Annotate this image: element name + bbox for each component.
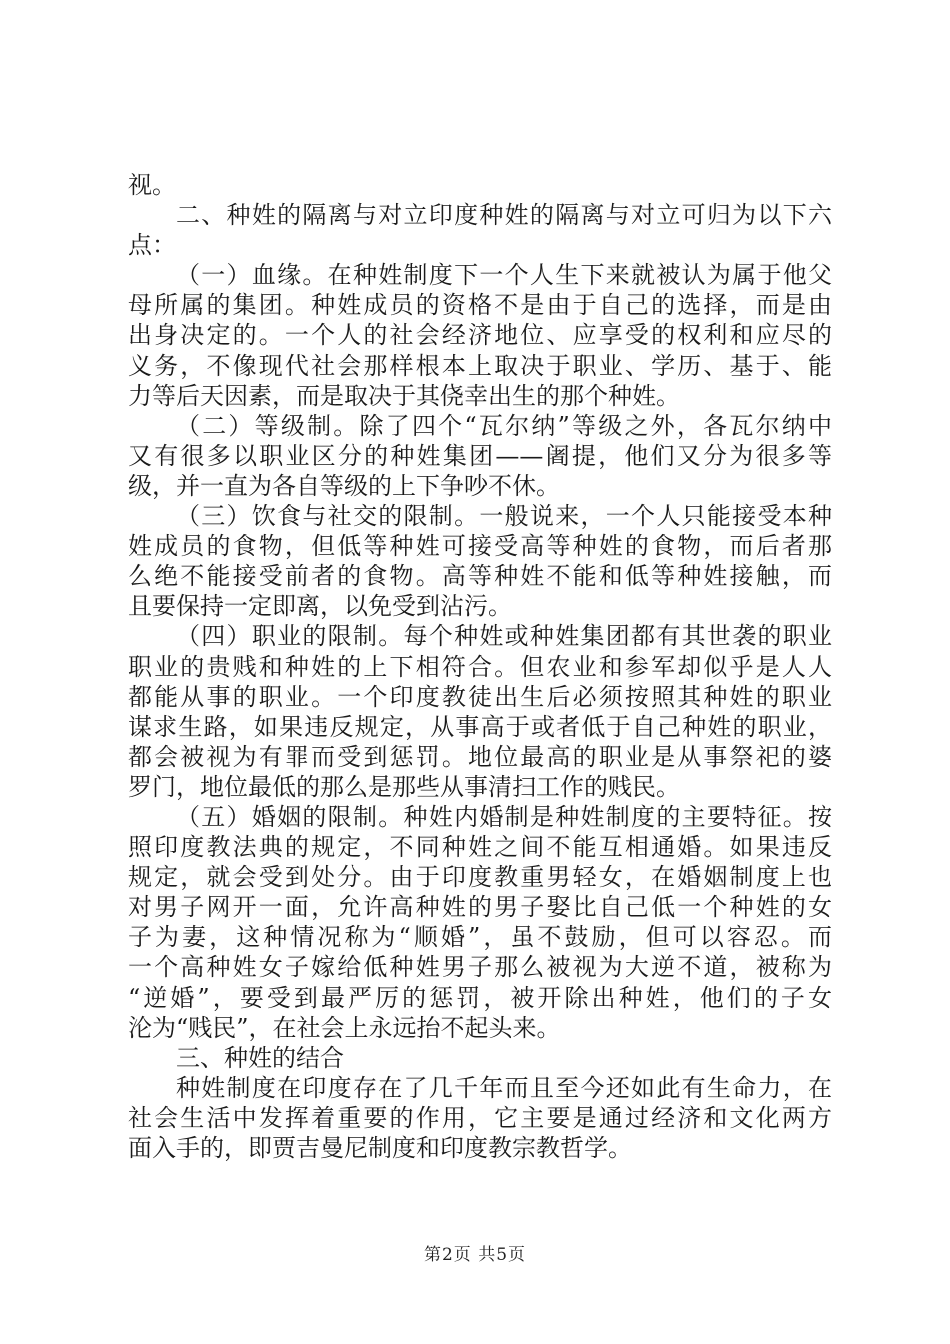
text-line: 三、种姓的结合	[176, 1043, 344, 1072]
text-line: 么绝不能接受前者的食物。高等种姓不能和低等种姓接触，而	[128, 562, 832, 591]
paragraph	[128, 170, 832, 200]
paragraph	[128, 621, 832, 802]
text-line: 二、种姓的隔离与对立印度种姓的隔离与对立可归为以下六	[176, 201, 832, 230]
text-line: 面入手的，即贾吉曼尼制度和印度教宗教哲学。	[128, 1134, 632, 1162]
text-line: 一个高种姓女子嫁给低种姓男子那么被视为大逆不道，被称为	[128, 953, 832, 982]
text-line: 又有很多以职业区分的种姓集团——阇提，他们又分为很多等	[128, 441, 832, 470]
text-line: （四）职业的限制。每个种姓或种姓集团都有其世袭的职业	[176, 622, 832, 651]
text-line: （三）饮食与社交的限制。一般说来，一个人只能接受本种	[176, 502, 832, 531]
text-line: 级，并一直为各自等级的上下争吵不休。	[128, 471, 560, 500]
paragraph	[128, 1043, 832, 1073]
text-line: 点：	[128, 231, 176, 260]
text-line: （二）等级制。除了四个“瓦尔纳”等级之外，各瓦尔纳中	[176, 411, 832, 440]
text-line: 都会被视为有罪而受到惩罚。地位最高的职业是从事祭祀的婆	[128, 742, 832, 771]
text-line: 职业的贵贱和种姓的上下相符合。但农业和参军却似乎是人人	[128, 652, 832, 681]
text-line: 罗门，地位最低的那么是那些从事清扫工作的贱民。	[128, 772, 680, 801]
text-line: 对男子网开一面，允许高种姓的男子娶比自己低一个种姓的女	[128, 893, 832, 922]
text-line: 谋求生路，如果违反规定，从事高于或者低于自己种姓的职业，	[128, 712, 832, 741]
paragraph	[128, 200, 832, 260]
text-line: 照印度教法典的规定，不同种姓之间不能互相通婚。如果违反	[128, 833, 832, 862]
text-line: （五）婚姻的限制。种姓内婚制是种姓制度的主要特征。按	[176, 802, 832, 831]
text-line: 且要保持一定即离，以免受到沾污。	[128, 592, 512, 621]
paragraph	[128, 411, 832, 501]
text-line: 都能从事的职业。一个印度教徒出生后必须按照其种姓的职业	[128, 682, 832, 711]
text-line: 种姓制度在印度存在了几千年而且至今还如此有生命力，在	[176, 1073, 832, 1102]
text-line: 出身决定的。一个人的社会经济地位、应享受的权利和应尽的	[128, 321, 832, 350]
text-line: 沦为“贱民”，在社会上永远抬不起头来。	[128, 1013, 561, 1042]
text-line: 义务，不像现代社会那样根本上取决于职业、学历、基于、能	[128, 351, 832, 380]
paragraph	[128, 260, 832, 410]
paragraph	[128, 1073, 832, 1163]
text-line: 视。	[128, 171, 176, 199]
text-line: “逆婚”，要受到最严厉的惩罚，被开除出种姓，他们的子女	[128, 983, 832, 1012]
text-line: （一）血缘。在种姓制度下一个人生下来就被认为属于他父	[176, 261, 832, 290]
document-body	[128, 170, 832, 1163]
paragraph	[128, 802, 832, 1043]
page-footer: 第2页 共5页	[423, 1245, 527, 1265]
text-line: 规定，就会受到处分。由于印度教重男轻女，在婚姻制度上也	[128, 863, 832, 892]
text-line: 子为妻，这种情况称为“顺婚”，虽不鼓励，但可以容忍。而	[128, 923, 832, 952]
text-line: 力等后天因素，而是取决于其侥幸出生的那个种姓。	[128, 381, 680, 410]
paragraph	[128, 501, 832, 621]
text-line: 社会生活中发挥着重要的作用，它主要是通过经济和文化两方	[128, 1103, 832, 1132]
text-line: 母所属的集团。种姓成员的资格不是由于自己的选择，而是由	[128, 291, 832, 320]
text-line: 姓成员的食物，但低等种姓可接受高等种姓的食物，而后者那	[128, 532, 832, 561]
